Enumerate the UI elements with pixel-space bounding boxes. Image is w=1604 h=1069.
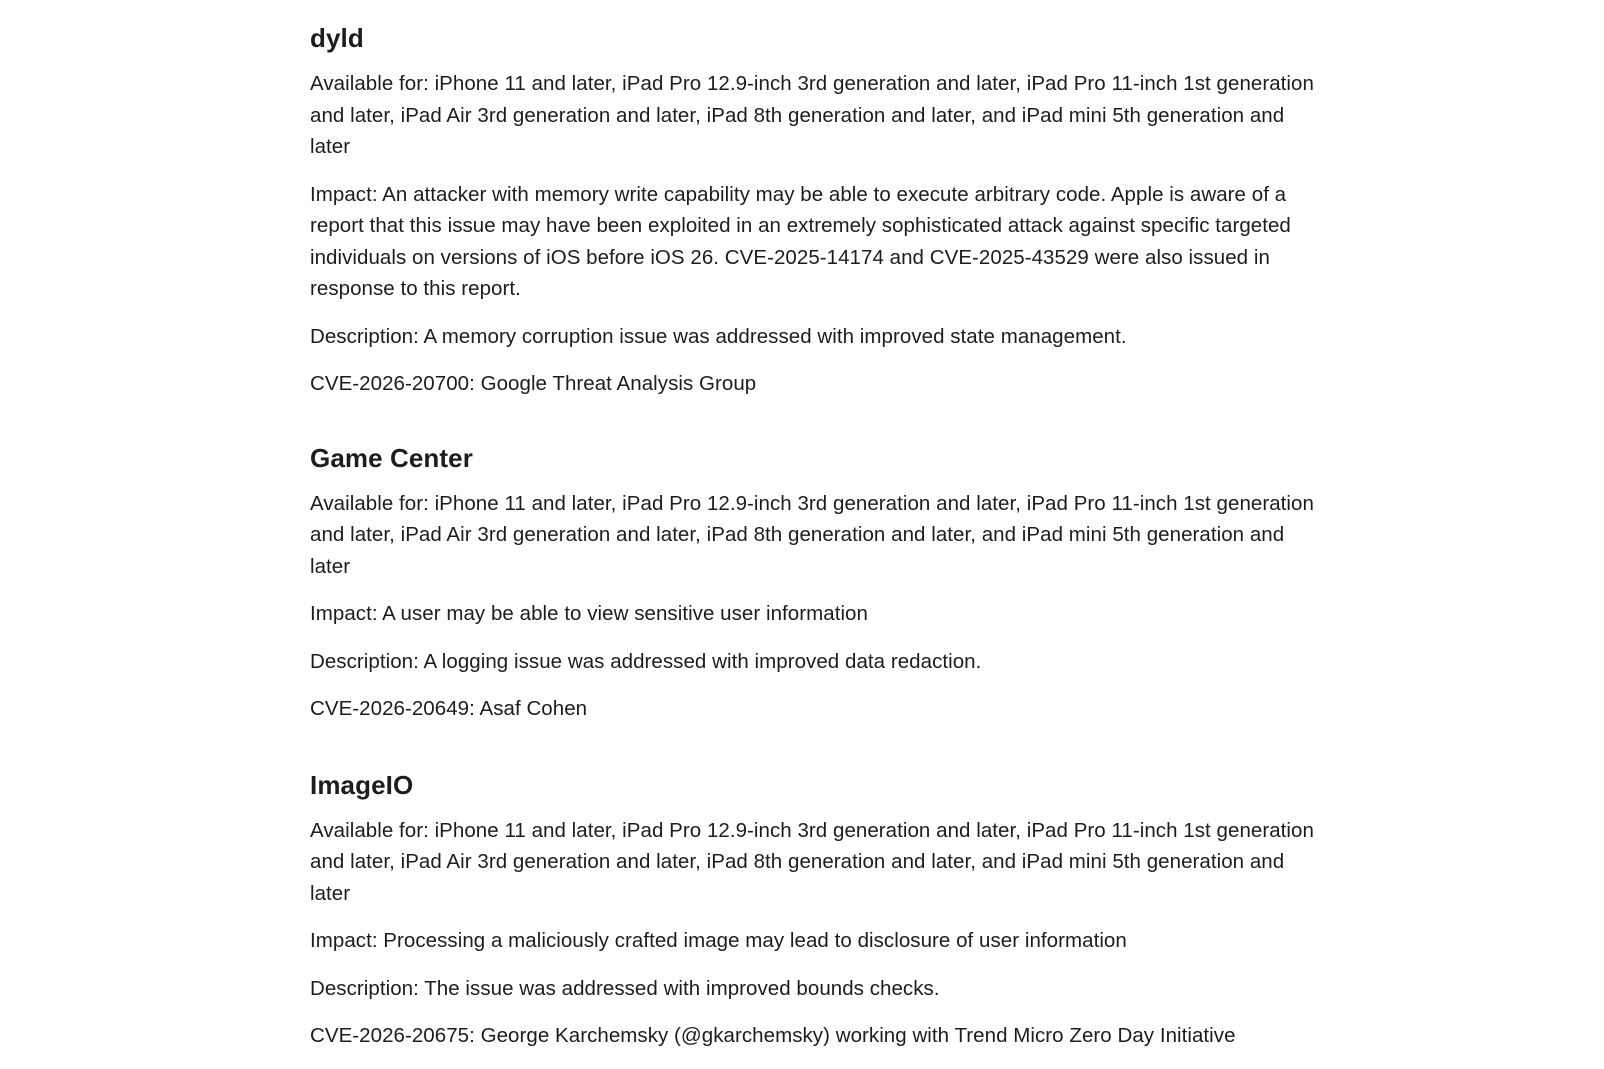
security-content	[310, 0, 1330, 1052]
available-for-text: Available for: iPhone 11 and later, iPad Pro 12.9-inch 3rd generation and later, iPad Pro 11-inch 1st generation and later, iPad Air 3rd generation and later, iPad 8th generation and later, and iPad mini 5th generation and later	[310, 72, 1314, 158]
description-text: Description: The issue was addressed with improved bounds checks.	[310, 976, 940, 1000]
cve-credit-text: CVE-2026-20700: Google Threat Analysis Group	[310, 372, 757, 395]
impact-text: Impact: An attacker with memory write capability may be able to execute arbitrary code. Apple is aware of a report that this issue may have been exploited in an extremely sophisticated attack against specific targeted individuals on versions of iOS before iOS 26. CVE-2025-14174 and CVE-2025-43529 were also issued in response to this report.	[310, 182, 1291, 300]
available-for-text: Available for: iPhone 11 and later, iPad Pro 12.9-inch 3rd generation and later, iPad Pro 11-inch 1st generation and later, iPad Air 3rd generation and later, iPad 8th generation and later, and iPad mini 5th generation and later	[310, 491, 1314, 578]
cve-credit-text: CVE-2026-20649: Asaf Cohen	[310, 697, 588, 720]
security-entry-dyld	[310, 0, 1330, 400]
impact-text: Impact: A user may be able to view sensitive user information	[310, 602, 868, 625]
available-for-text: Available for: iPhone 11 and later, iPad Pro 12.9-inch 3rd generation and later, iPad Pro 11-inch 1st generation and later, iPad Air 3rd generation and later, iPad 8th generation and later, and iPad mini 5th generation and later	[310, 818, 1314, 905]
entry-title: ImageIO	[310, 769, 414, 800]
security-entry-game-center	[310, 441, 1330, 725]
entry-title: Game Center	[310, 442, 473, 473]
impact-text: Impact: Processing a maliciously crafted image may lead to disclosure of user information	[310, 929, 1127, 952]
description-text: Description: A memory corruption issue was addressed with improved state management.	[310, 324, 1127, 348]
cve-credit-text: CVE-2026-20675: George Karchemsky (@gkarchemsky) working with Trend Micro Zero Day Initiative	[310, 1024, 1236, 1047]
security-entry-imageio	[310, 768, 1330, 1052]
entry-title: dyld	[310, 23, 364, 53]
description-text: Description: A logging issue was addressed with improved data redaction.	[310, 649, 982, 673]
